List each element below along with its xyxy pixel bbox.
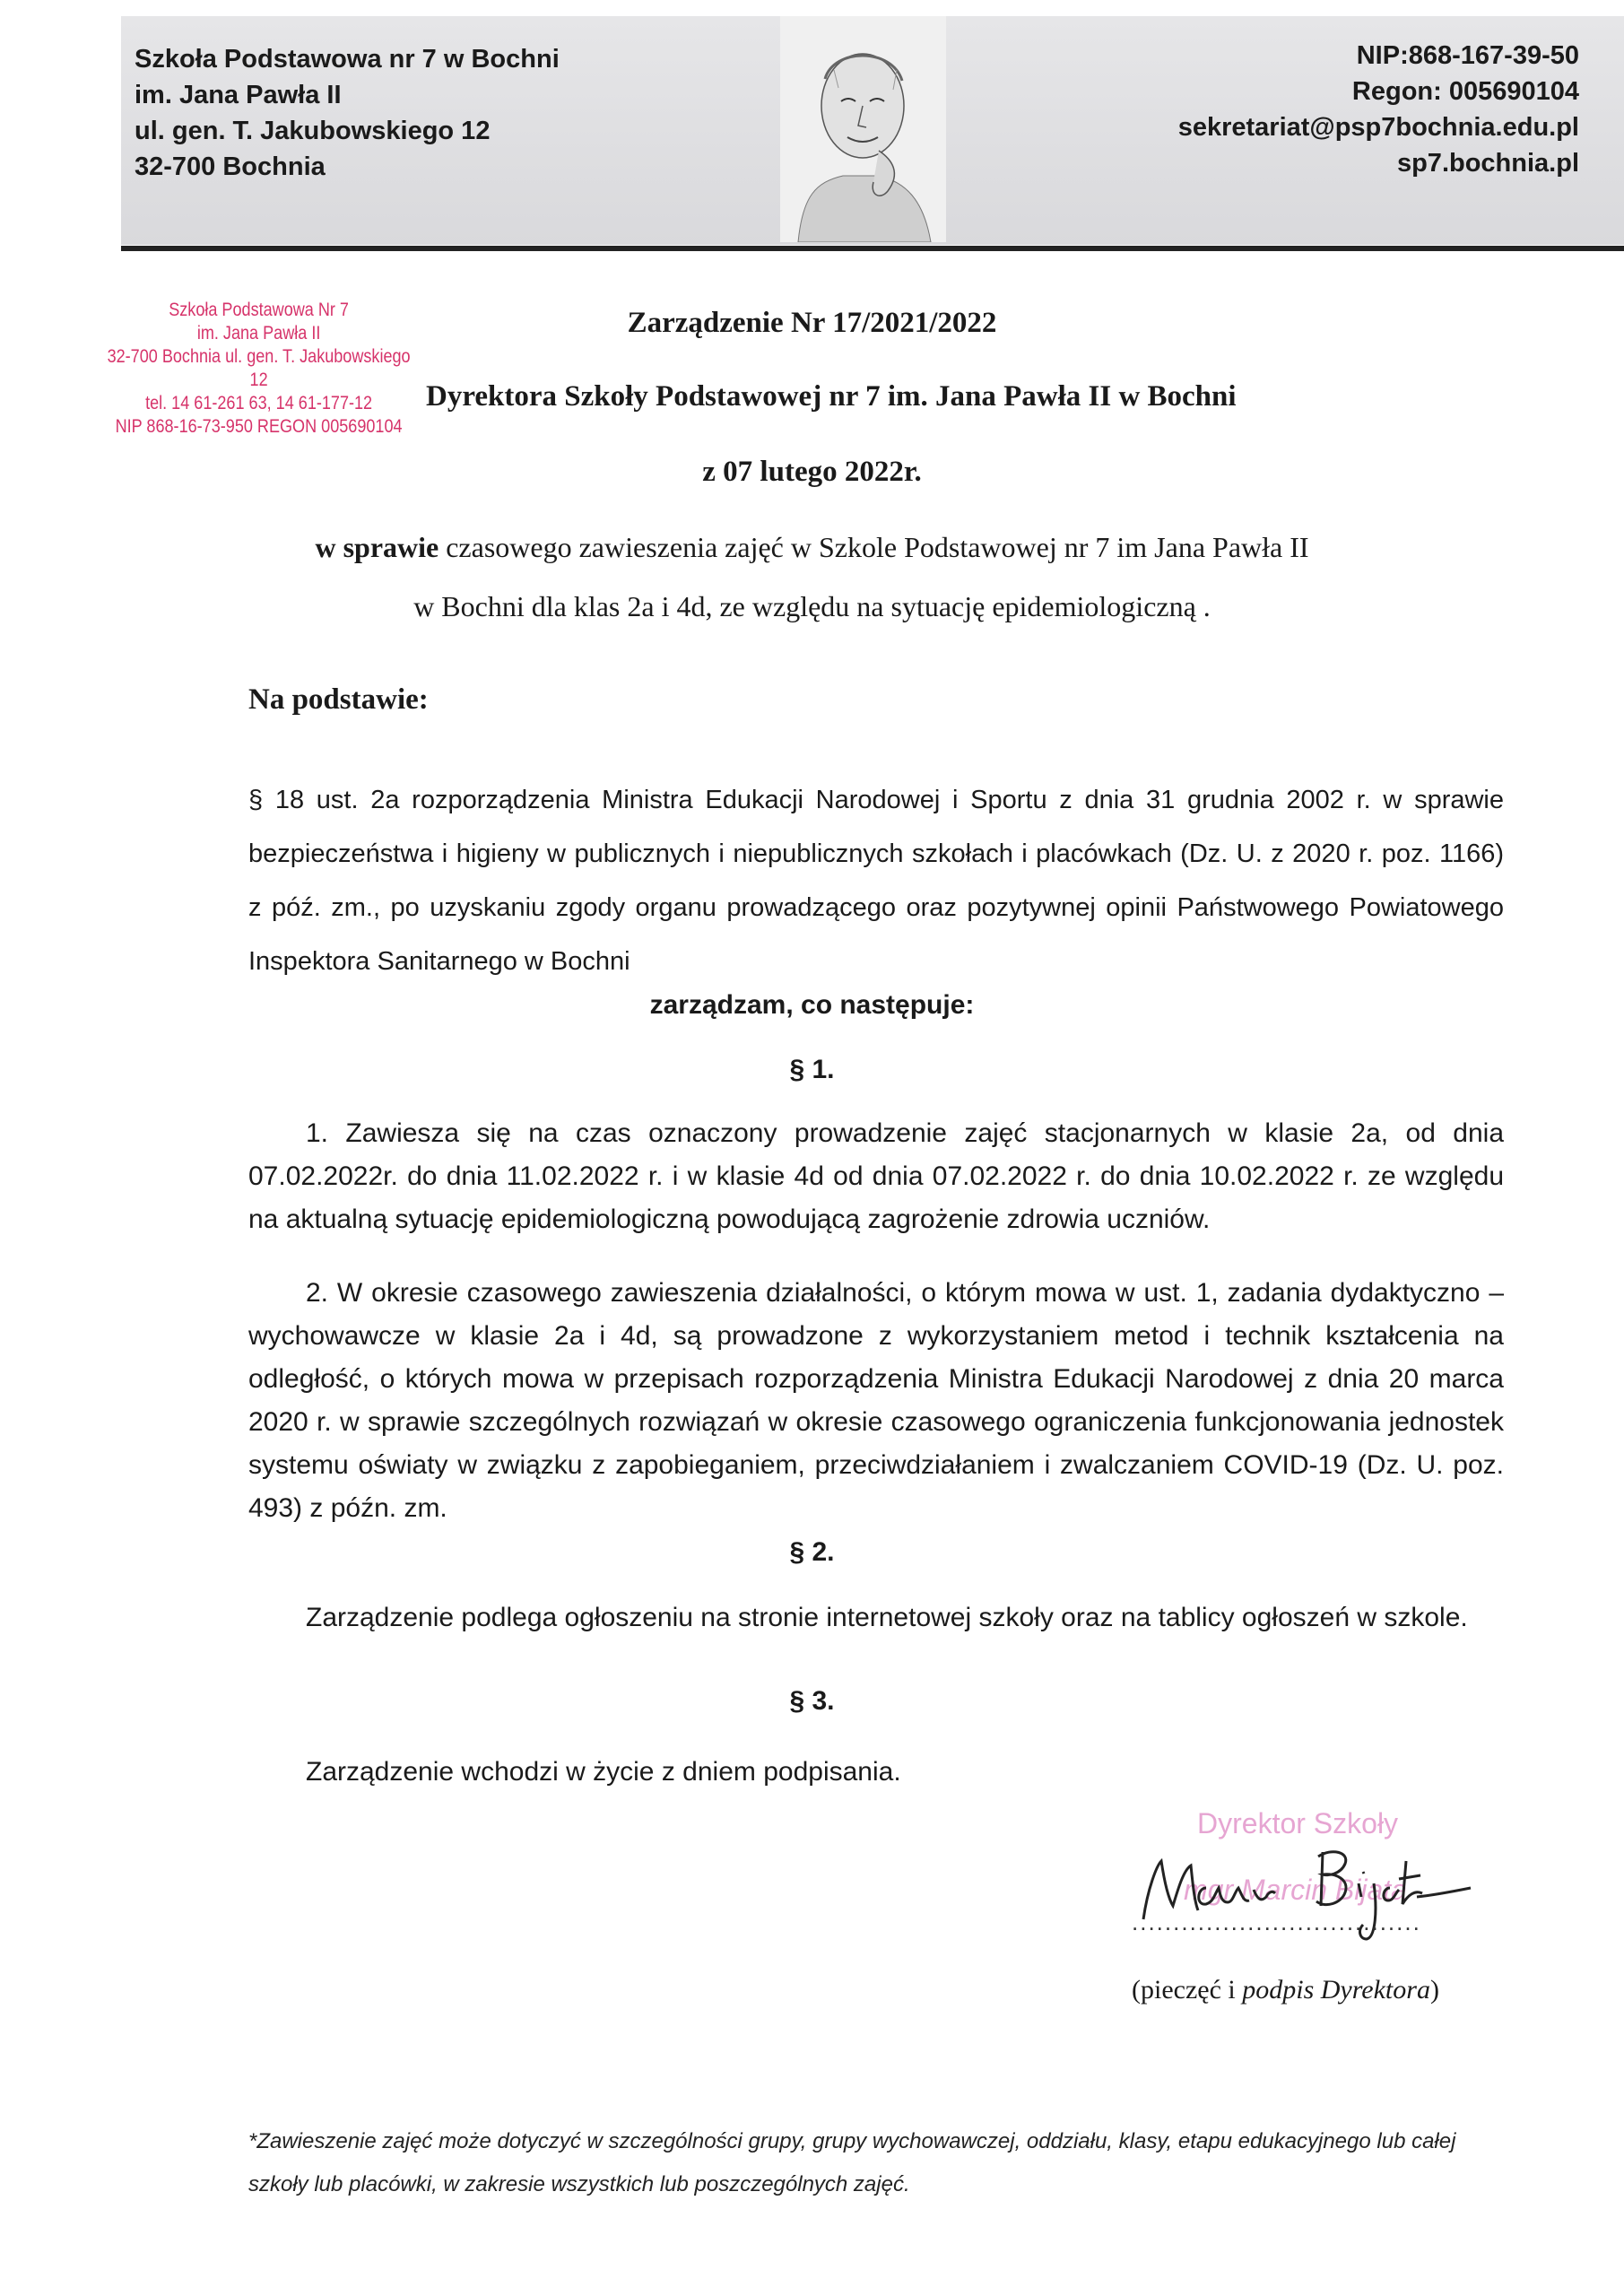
nip-text: NIP:868-167-39-50 <box>1356 41 1579 70</box>
section-paragraph: 1. Zawiesza się na czas oznaczony prowadzenie zajęć stacjonarnych w klasie 2a, od dnia 07.02.2022r. do dnia 11.02.2022 r. i w klasie 4d od dnia 07.02.2022 r. do dnia 10.02.2022 r. ze względu na aktualną sytuację epidemiologiczną powodującą zagrożenie zdrowia uczniów. <box>248 1118 1504 1234</box>
section-heading: § 3. <box>789 1686 835 1716</box>
school-name: Szkoła Podstawowa nr 7 w Bochni <box>135 45 560 74</box>
signature-line: ................................... <box>1132 1909 1421 1935</box>
signature-caption <box>1132 1975 1439 2005</box>
school-address-block <box>135 41 560 185</box>
caption-italic: podpis Dyrektora <box>1242 1975 1430 2005</box>
stamp-line: 32-700 Bochnia ul. gen. T. Jakubowskiego 12 <box>107 346 411 390</box>
subject-line-2: w Bochni dla klas 2a i 4d, ze względu na sytuację epidemiologiczną . <box>413 590 1211 622</box>
contact-block <box>1178 38 1579 181</box>
school-patron: im. Jana Pawła II <box>135 81 342 109</box>
section-heading: § 2. <box>789 1537 835 1567</box>
basis-heading: Na podstawie: <box>248 683 429 716</box>
letterhead-rule <box>121 246 1624 251</box>
decree-line: zarządzam, co następuje: <box>649 990 975 1020</box>
section-paragraph: Zarządzenie podlega ogłoszeniu na stronie internetowej szkoły oraz na tablicy ogłoszeń w szkole. <box>306 1603 1468 1632</box>
email-link[interactable]: sekretariat@psp7bochnia.edu.pl <box>1177 113 1579 142</box>
document-title: Zarządzenie Nr 17/2021/2022 <box>627 307 997 339</box>
school-city: 32-700 Bochnia <box>135 152 326 181</box>
subject-lead: w sprawie <box>315 531 439 563</box>
subject-rest: czasowego zawieszenia zajęć w Szkole Podstawowej nr 7 im Jana Pawła II <box>439 531 1309 563</box>
school-street: ul. gen. T. Jakubowskiego 12 <box>135 117 491 145</box>
basis-text: § 18 ust. 2a rozporządzenia Ministra Edukacji Narodowej i Sportu z dnia 31 grudnia 2002 r. w sprawie bezpieczeństwa i higieny w publicznych i niepublicznych szkołach i placówkach (Dz. U. z 2020 r. poz. 1166) z póź. zm., po uzyskaniu zgody organu prowadzącego oraz pozytywnej opinii Państwowego Powiatowego Inspektora Sanitarnego w Bochni <box>248 786 1504 976</box>
stamp-line: NIP 868-16-73-950 REGON 005690104 <box>115 416 403 437</box>
document-date: z 07 lutego 2022r. <box>702 456 922 488</box>
section-paragraph: Zarządzenie wchodzi w życie z dniem podpisania. <box>306 1757 901 1787</box>
section-paragraph: 2. W okresie czasowego zawieszenia działalności, o którym mowa w ust. 1, zadania dydaktyczno – wychowawcze w klasie 2a i 4d, są prowadzone z wykorzystaniem metod i technik kształcenia na odległość, o których mowa w przepisach rozporządzenia Ministra Edukacji Narodowej z dnia 20 marca 2020 r. w sprawie szczególnych rozwiązań w okresie czasowego ograniczenia funkcjonowania jednostek systemu oświaty w związku z zapobieganiem, przeciwdziałaniem i zwalczaniem COVID-19 (Dz. U. poz. 493) z późn. zm. <box>248 1278 1504 1523</box>
stamp-line: tel. 14 61-261 63, 14 61-177-12 <box>145 393 373 413</box>
subject-line-1 <box>0 531 1624 564</box>
director-stamp-title: Dyrektor Szkoły <box>1197 1807 1399 1839</box>
director-stamp-name: mgr Marcin Bijata <box>1184 1874 1407 1906</box>
caption-plain: (pieczęć i <box>1132 1975 1243 2005</box>
website-link[interactable]: sp7.bochnia.pl <box>1396 149 1579 178</box>
footnote: *Zawieszenie zajęć może dotyczyć w szczególności grupy, grupy wychowawczej, oddziału, klasy, etapu edukacyjnego lub całej szkoły lub placówki, w zakresie wszystkich lub poszczególnych zajęć. <box>248 2129 1456 2196</box>
caption-end: ) <box>1429 1975 1439 2005</box>
portrait-sketch-icon <box>780 16 946 242</box>
stamp-line: Szkoła Podstawowa Nr 7 <box>169 300 349 320</box>
section-heading: § 1. <box>789 1055 835 1084</box>
document-subtitle: Dyrektora Szkoły Podstawowej nr 7 im. Jana Pawła II w Bochni <box>426 380 1237 413</box>
regon-text: Regon: 005690104 <box>1351 77 1579 106</box>
stamp-line: im. Jana Pawła II <box>196 323 321 344</box>
